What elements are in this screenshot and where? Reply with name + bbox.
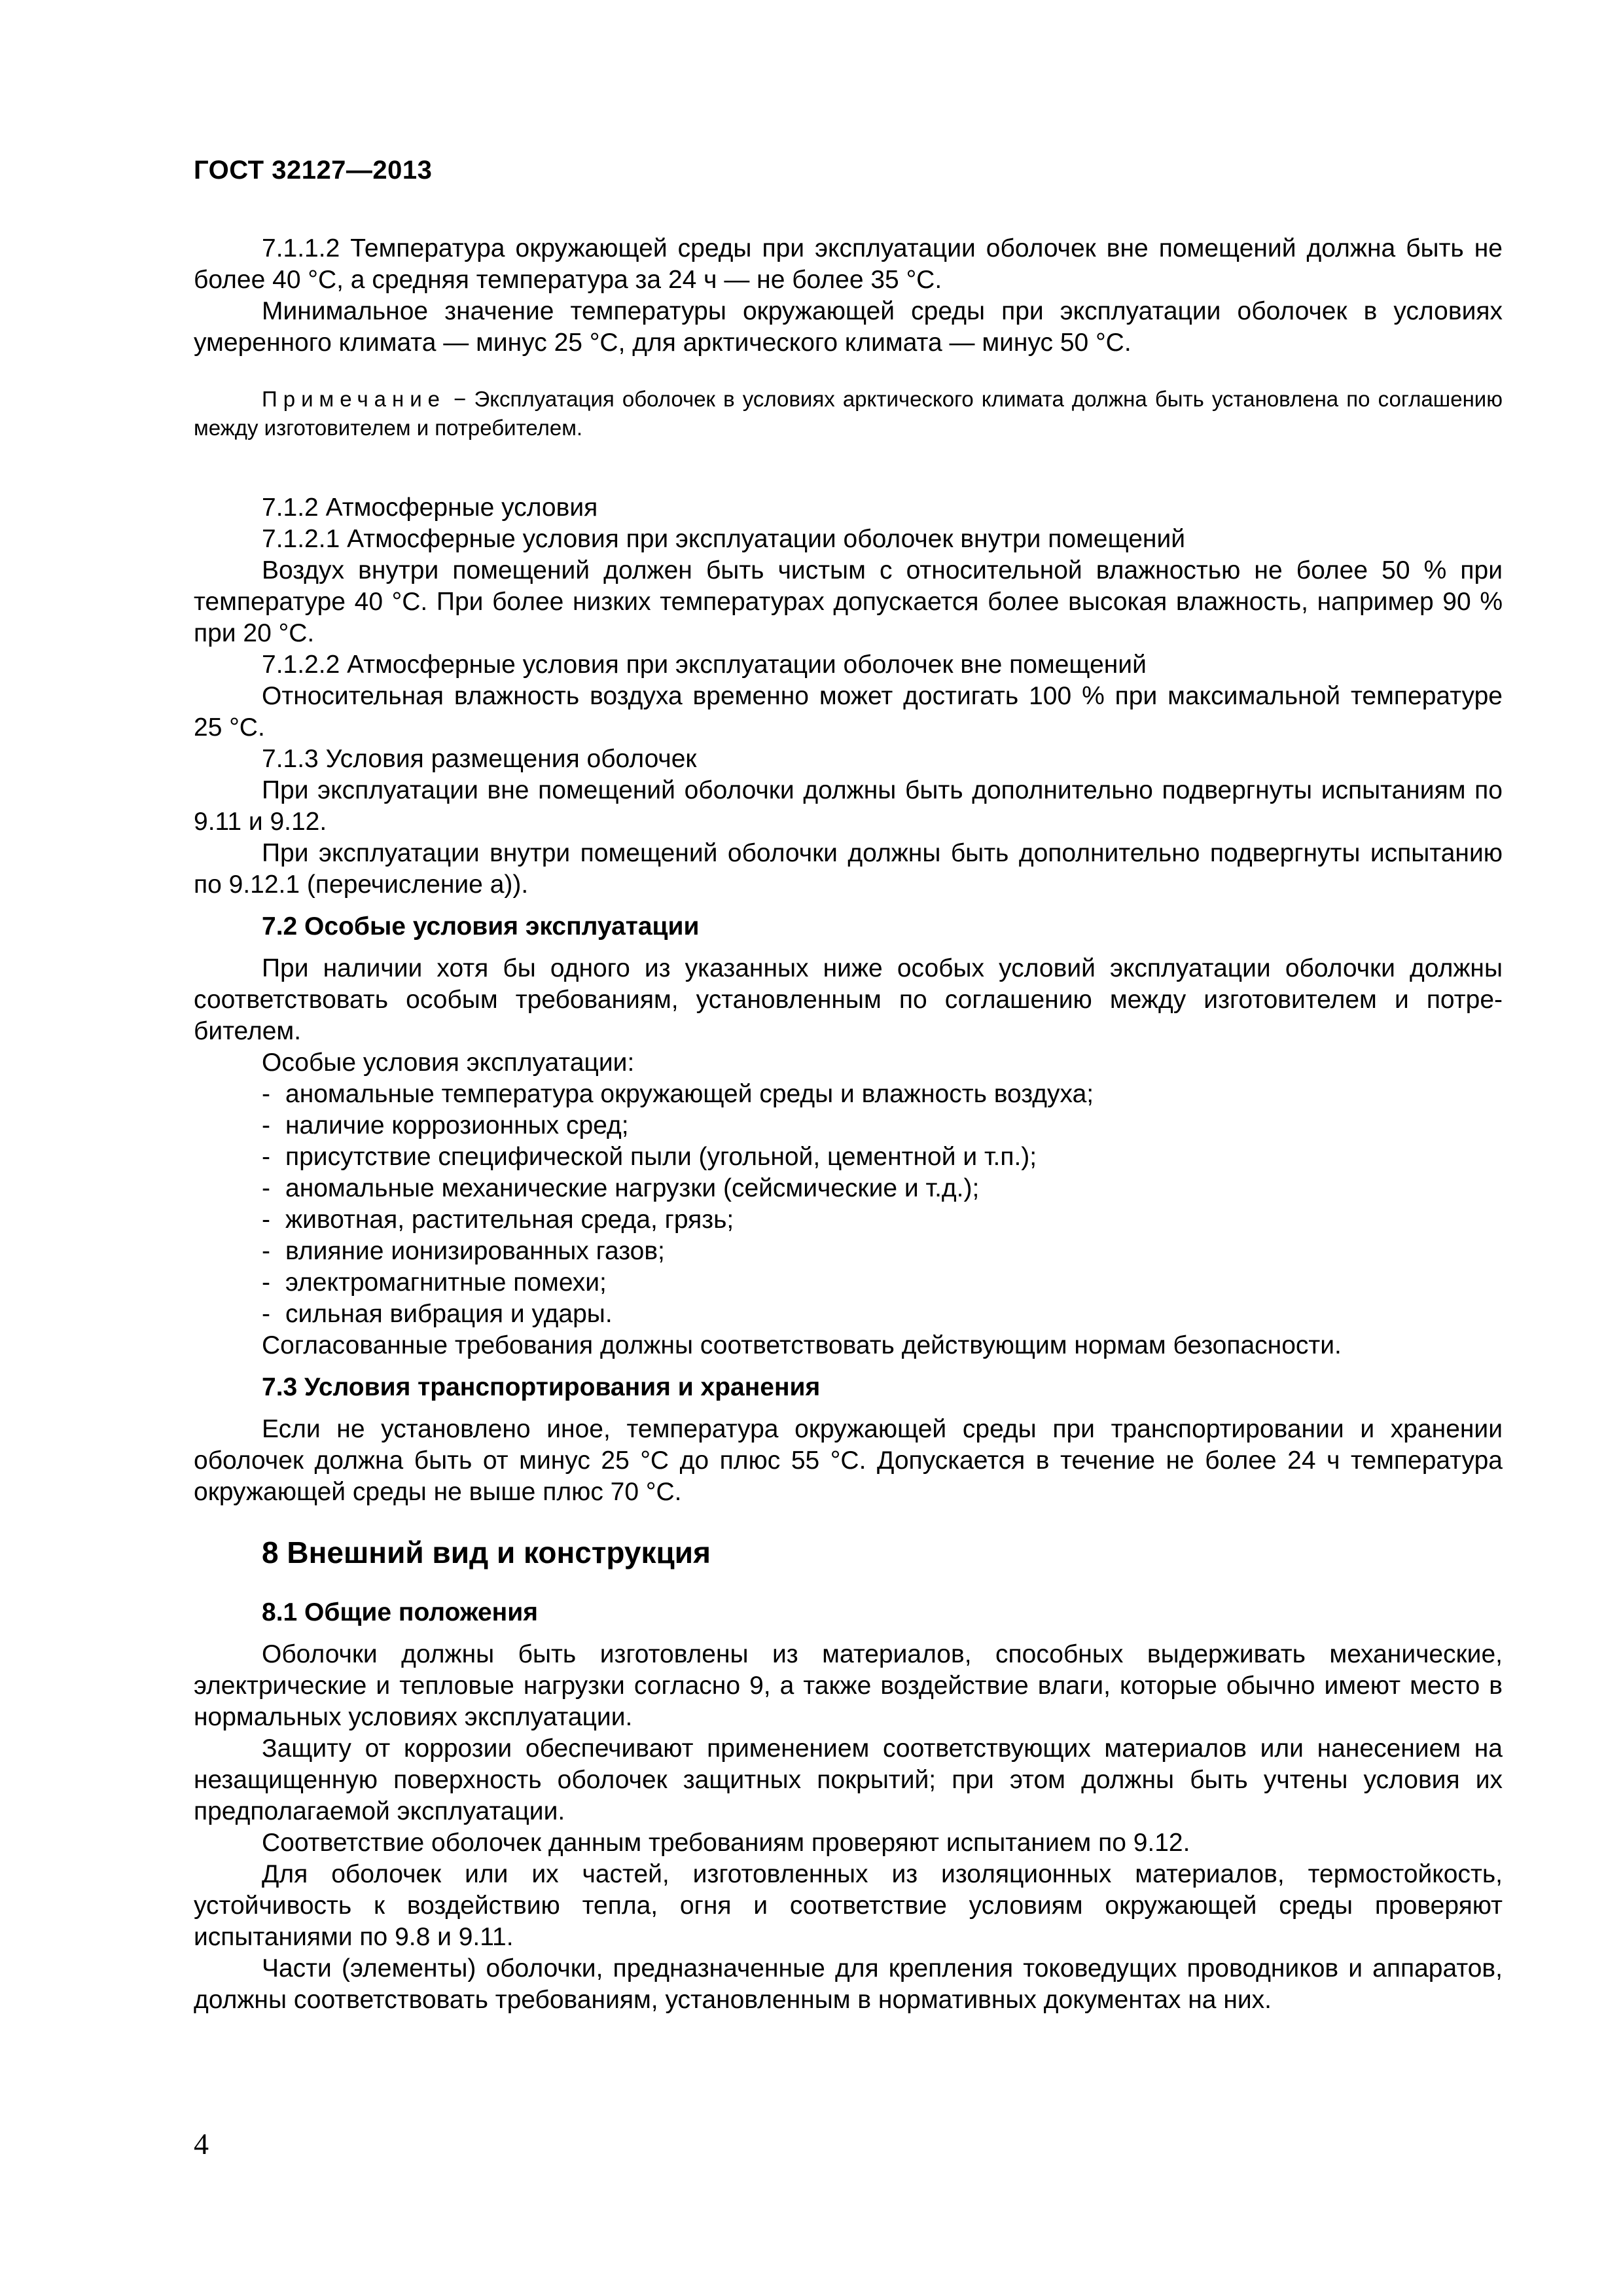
heading-8: 8 Внешний вид и конструкция [262,1535,711,1570]
list-item: - электромагнитные помехи; [262,1268,607,1297]
list-item: - влияние ионизированных газов; [262,1237,665,1265]
paragraph: При эксплуатации вне помещений оболочки должны быть дополнительно подвергнуты испытаниям по 9.11 и 9.12. [194,776,1503,836]
paragraph: Защиту от коррозии обеспечивают применением соответствующих материалов или нанесением на незащищенную поверхность оболочек защитных покрытий; при этом должны быть учтены условия их предполагаемой эксплуатации. [194,1734,1503,1825]
paragraph: Если не установлено иное, температура окружающей среды при транспортировании и хранении оболочек должна быть от минус 25 °С до плюс 55 °С. Допускается в течение не более 24 ч температура окружающей среды не выше плюс 70 °С. [194,1415,1503,1506]
paragraph: Относительная влажность воздуха временно может достигать 100 % при максимальной температуре 25 °С. [194,682,1503,742]
heading-7-3: 7.3 Условия транспортирования и хранения [262,1373,821,1401]
note [194,385,1503,442]
list-item: - животная, растительная среда, грязь; [262,1206,734,1234]
list-item: - аномальные механические нагрузки (сейсмические и т.д.); [262,1174,980,1202]
paragraph: При эксплуатации внутри помещений оболочки должны быть дополнительно подвергнуты испытанию по 9.12.1 (перечисление а)). [194,839,1503,899]
document-body [194,233,1503,2016]
paragraph: Согласованные требования должны соответствовать действующим нормам безопасности. [262,1331,1342,1359]
document-header: ГОСТ 32127—2013 [194,156,433,185]
paragraph: Минимальное значение температуры окружающей среды при эксплуатации оболочек в условиях умеренного климата — минус 25 °С, для арктического климата — минус 50 °С. [194,297,1503,357]
subsection-heading: 7.1.2.1 Атмосферные условия при эксплуатации оболочек внутри помещений [262,525,1186,553]
list-item: - сильная вибрация и удары. [262,1300,613,1328]
paragraph: Соответствие оболочек данным требованиям проверяют испытанием по 9.12. [262,1829,1190,1857]
paragraph: 7.1.1.2 Температура окружающей среды при эксплуатации оболочек вне помещений должна быть не более 40 °С, а средняя температура за 24 ч — не более 35 °С. [194,234,1503,294]
list-item: - присутствие специфической пыли (угольной, цементной и т.п.); [262,1143,1037,1171]
document-page [194,0,1503,2296]
paragraph: При наличии хотя бы одного из указанных ниже особых условий эксплуатации оболочки должны соответствовать особым требованиям, установленным по соглашению между изготовителем и потре-бителем. [194,954,1503,1045]
paragraph: Воздух внутри помещений должен быть чистым с относительной влажностью не более 50 % при температуре 40 °С. При более низких температурах допускается более высокая влажность, например 90 % при 20 °С. [194,556,1503,647]
heading-7-2: 7.2 Особые условия эксплуатации [262,912,700,941]
note-text: − Эксплуатация оболочек в условиях арктического климата должна быть установлена по соглашению между изготовителем и потребителем. [194,387,1503,440]
page-number: 4 [194,2127,209,2161]
note-label: Примечание [262,387,446,411]
heading-8-1: 8.1 Общие положения [262,1598,538,1626]
subsection-heading: 7.1.2.2 Атмосферные условия при эксплуатации оболочек вне помещений [262,651,1147,679]
paragraph: Для оболочек или их частей, изготовленных из изоляционных материалов, термостойкость, устойчивость к воздействию тепла, огня и соответствие условиям окружающей среды проверяют испытаниями по 9.8 и 9.11. [194,1860,1503,1951]
paragraph: Особые условия эксплуатации: [262,1049,635,1077]
paragraph: Оболочки должны быть изготовлены из материалов, способных выдерживать механические, электрические и тепловые нагрузки согласно 9, а также воздействие влаги, которые обычно имеют место в нормальных условиях эксплуатации. [194,1640,1503,1731]
list-item: - наличие коррозионных сред; [262,1111,629,1139]
section-heading: 7.1.2 Атмосферные условия [262,493,598,522]
paragraph: Части (элементы) оболочки, предназначенные для крепления токоведущих проводников и аппаратов, должны соответствовать требованиям, установленным в нормативных документах на них. [194,1954,1503,2014]
list-item: - аномальные температура окружающей среды и влажность воздуха; [262,1080,1094,1108]
section-heading: 7.1.3 Условия размещения оболочек [262,745,697,773]
conditions-list [194,1079,1503,1330]
